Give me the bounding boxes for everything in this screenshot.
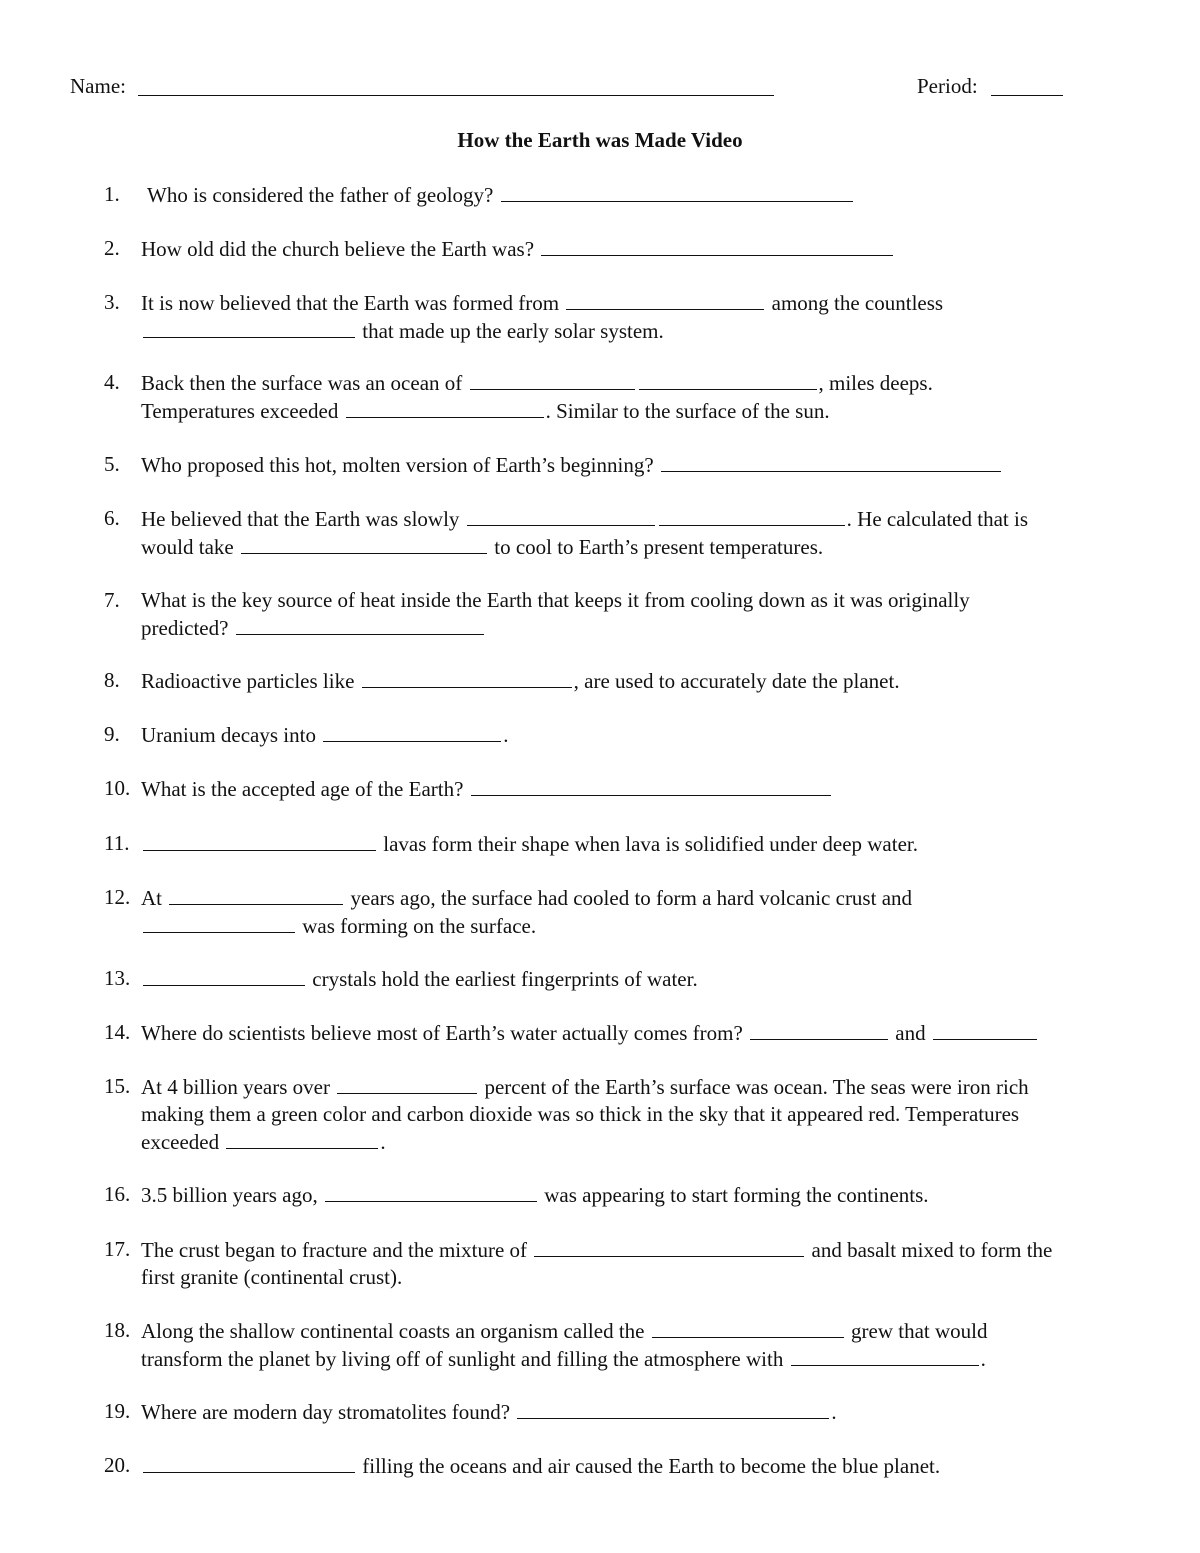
question-number: 15. (104, 1074, 131, 1098)
question-text (141, 1181, 1141, 1209)
question-line (141, 1019, 1141, 1047)
question-text-segment: Who proposed this hot, molten version of Earth’s beginning? (141, 453, 659, 477)
question-text (141, 667, 1141, 695)
question-text-segment: was appearing to start forming the continents. (538, 1183, 929, 1207)
answer-blank[interactable] (566, 289, 764, 310)
question-text-segment: . Similar to the surface of the sun. (545, 399, 830, 423)
question-line (141, 1317, 1141, 1345)
question-text-segment: 3.5 billion years ago, (141, 1183, 323, 1207)
question-text-segment: It is now believed that the Earth was formed from (141, 291, 565, 315)
question-text (141, 587, 1141, 642)
question-line (141, 1073, 1141, 1101)
question-text (141, 289, 1141, 345)
question-text-segment: Uranium decays into (141, 723, 322, 747)
period-label: Period: (917, 74, 978, 98)
question-text-segment: At (141, 886, 168, 910)
question-line (141, 235, 1141, 263)
answer-blank[interactable] (143, 830, 376, 851)
question-text-segment: to cool to Earth’s present temperatures. (488, 535, 824, 559)
question-text-segment: . (503, 723, 509, 747)
answer-blank[interactable] (501, 181, 853, 202)
question-line (141, 1452, 1141, 1480)
question-text-segment: transform the planet by living off of sunlight and filling the atmosphere with (141, 1347, 789, 1371)
answer-blank[interactable] (346, 397, 544, 418)
question-number: 8. (104, 668, 120, 692)
question-line (141, 884, 1141, 912)
header (70, 73, 1070, 103)
question-line (147, 181, 1147, 209)
question-text-segment: Where are modern day stromatolites found? (141, 1400, 516, 1424)
answer-blank[interactable] (323, 721, 501, 742)
answer-blank[interactable] (933, 1019, 1037, 1040)
question-text-segment: Who is considered the father of geology? (147, 183, 499, 207)
answer-blank[interactable] (241, 533, 487, 554)
question-text-segment: He believed that the Earth was slowly (141, 507, 465, 531)
question-text-segment: Back then the surface was an ocean of (141, 371, 468, 395)
question-line (141, 1181, 1141, 1209)
question-text-segment: What is the key source of heat inside the Earth that keeps it from cooling down as it was originally (141, 588, 970, 612)
question-line (141, 912, 1141, 940)
question-number: 18. (104, 1318, 131, 1342)
question-number: 4. (104, 370, 120, 394)
answer-blank[interactable] (467, 505, 655, 526)
question-text-segment: would take (141, 535, 239, 559)
question-line (141, 533, 1141, 561)
question-number: 2. (104, 236, 120, 260)
question-line (141, 289, 1141, 317)
question-line (141, 614, 1141, 642)
question-text-segment: and (890, 1021, 931, 1045)
question-text (141, 775, 1141, 803)
question-text-segment: Temperatures exceeded (141, 399, 344, 423)
question-text-segment: . (831, 1400, 837, 1424)
question-text-segment: making them a green color and carbon dioxide was so thick in the sky that it appeared red. Temperatures (141, 1102, 1020, 1126)
question-text-segment: that made up the early solar system. (357, 319, 664, 343)
question-text (141, 1317, 1141, 1373)
question-line (141, 505, 1141, 533)
question-number: 6. (104, 506, 120, 530)
question-text-segment: first granite (continental crust). (141, 1265, 403, 1289)
answer-blank[interactable] (791, 1345, 979, 1366)
question-text-segment: exceeded (141, 1130, 225, 1154)
answer-blank[interactable] (470, 369, 635, 390)
name-label: Name: (70, 74, 126, 98)
question-number: 13. (104, 966, 131, 990)
answer-blank[interactable] (236, 614, 484, 635)
question-text (141, 235, 1141, 263)
question-text-segment: How old did the church believe the Earth was? (141, 237, 540, 261)
question-number: 16. (104, 1182, 131, 1206)
answer-blank[interactable] (362, 667, 572, 688)
question-text (141, 1073, 1141, 1156)
question-text (141, 1236, 1141, 1291)
question-text-segment: . (380, 1130, 386, 1154)
question-text-segment: Along the shallow continental coasts an organism called the (141, 1319, 650, 1343)
question-text (141, 884, 1141, 940)
question-text-segment: filling the oceans and air caused the Earth to become the blue planet. (357, 1454, 941, 1478)
question-text-segment: , miles deeps. (818, 371, 933, 395)
question-number: 11. (104, 831, 130, 855)
answer-blank[interactable] (143, 317, 355, 338)
answer-blank[interactable] (661, 451, 1001, 472)
question-text (141, 369, 1141, 425)
question-line (141, 369, 1141, 397)
question-line (141, 451, 1141, 479)
question-text-segment: At 4 billion years over (141, 1075, 336, 1099)
answer-blank[interactable] (471, 775, 831, 796)
question-text (141, 830, 1141, 858)
question-number: 5. (104, 452, 120, 476)
question-text (141, 1398, 1141, 1426)
question-line (141, 1264, 1141, 1291)
question-text-segment: What is the accepted age of the Earth? (141, 777, 469, 801)
question-number: 17. (104, 1237, 131, 1261)
worksheet-title: How the Earth was Made Video (457, 128, 743, 152)
question-number: 1. (104, 182, 120, 206)
question-text (141, 505, 1141, 561)
question-line (141, 1101, 1141, 1128)
question-number: 12. (104, 885, 131, 909)
question-line (141, 965, 1141, 993)
answer-blank[interactable] (652, 1317, 844, 1338)
question-text-segment: was forming on the surface. (297, 914, 537, 938)
answer-blank[interactable] (750, 1019, 888, 1040)
question-text-segment: predicted? (141, 616, 234, 640)
question-text (141, 1019, 1141, 1047)
question-number: 20. (104, 1453, 131, 1477)
question-text-segment: grew that would (845, 1319, 988, 1343)
answer-blank[interactable] (337, 1073, 477, 1094)
question-line (141, 721, 1141, 749)
question-text (141, 451, 1141, 479)
question-line (141, 1236, 1141, 1264)
question-text (141, 965, 1141, 993)
question-line (141, 775, 1141, 803)
question-text-segment: Where do scientists believe most of Earth’s water actually comes from? (141, 1021, 749, 1045)
question-text (141, 721, 1141, 749)
question-text-segment: and basalt mixed to form the (806, 1238, 1053, 1262)
question-line (141, 397, 1141, 425)
question-number: 9. (104, 722, 120, 746)
question-line (141, 317, 1141, 345)
question-line (141, 1128, 1141, 1156)
answer-blank[interactable] (541, 235, 893, 256)
question-text (147, 181, 1147, 209)
answer-blank[interactable] (639, 369, 817, 390)
question-text-segment: The crust began to fracture and the mixture of (141, 1238, 533, 1262)
question-text-segment: percent of the Earth’s surface was ocean. The seas were iron rich (479, 1075, 1029, 1099)
question-number: 7. (104, 588, 120, 612)
question-number: 10. (104, 776, 131, 800)
question-text-segment: crystals hold the earliest fingerprints of water. (307, 967, 698, 991)
answer-blank[interactable] (169, 884, 343, 905)
question-line (141, 830, 1141, 858)
question-text (141, 1452, 1141, 1480)
answer-blank[interactable] (143, 1452, 355, 1473)
period-blank[interactable] (991, 95, 1063, 96)
question-text-segment: Radioactive particles like (141, 669, 360, 693)
answer-blank[interactable] (143, 965, 305, 986)
question-text-segment: . (980, 1347, 986, 1371)
question-number: 3. (104, 290, 120, 314)
name-blank[interactable] (138, 95, 774, 96)
question-text-segment: years ago, the surface had cooled to form a hard volcanic crust and (345, 886, 913, 910)
question-number: 19. (104, 1399, 131, 1423)
question-text-segment: , are used to accurately date the planet. (573, 669, 900, 693)
answer-blank[interactable] (325, 1181, 537, 1202)
question-line (141, 587, 1141, 614)
question-text-segment: . He calculated that is (846, 507, 1028, 531)
answer-blank[interactable] (517, 1398, 829, 1419)
question-text-segment: among the countless (766, 291, 944, 315)
answer-blank[interactable] (226, 1128, 378, 1149)
question-line (141, 1345, 1141, 1373)
question-text-segment: lavas form their shape when lava is solidified under deep water. (378, 832, 918, 856)
answer-blank[interactable] (534, 1236, 804, 1257)
question-number: 14. (104, 1020, 131, 1044)
question-line (141, 667, 1141, 695)
answer-blank[interactable] (143, 912, 295, 933)
answer-blank[interactable] (659, 505, 845, 526)
question-line (141, 1398, 1141, 1426)
